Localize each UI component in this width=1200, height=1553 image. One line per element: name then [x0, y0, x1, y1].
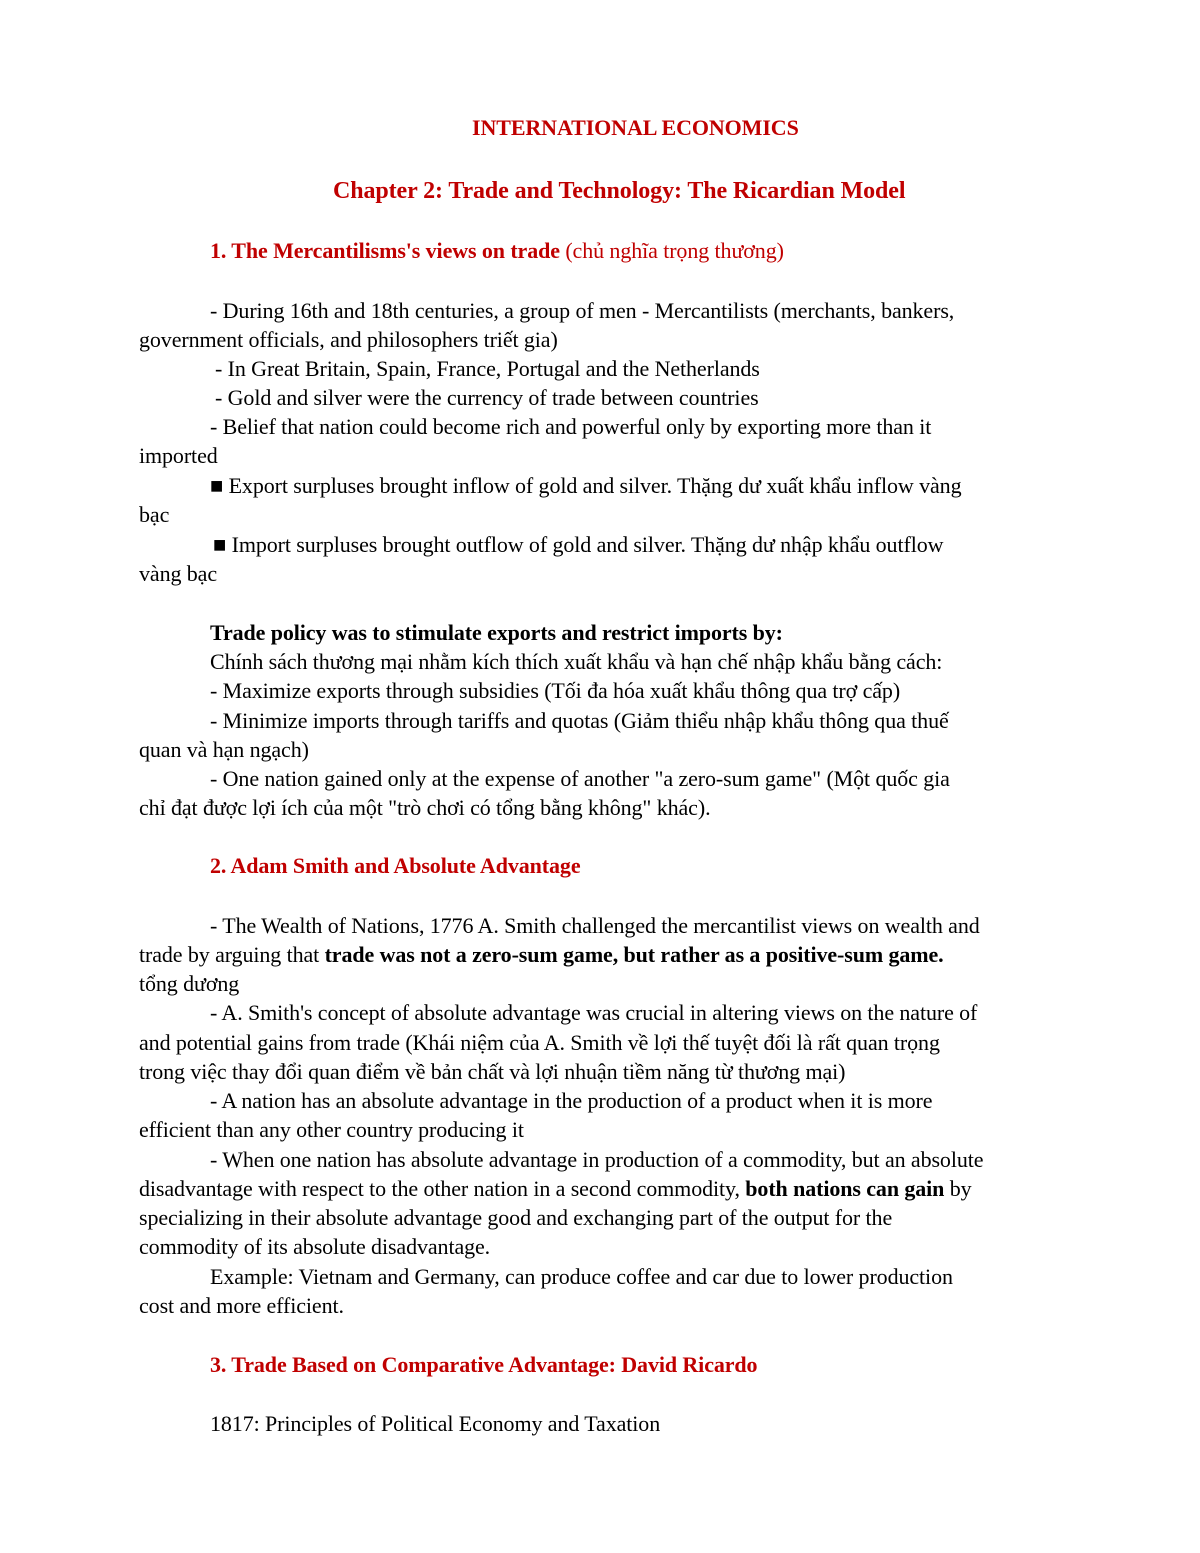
s2-paragraph-4b — [139, 1174, 972, 1203]
s2-positive-sum-emphasis: trade was not a zero-sum game, but rather as a positive-sum game. — [324, 942, 944, 967]
s2-paragraph-2c: trong việc thay đổi quan điểm về bản chất và lợi nhuận tiềm năng từ thương mại) — [139, 1059, 846, 1084]
section-2-heading: 2. Adam Smith and Absolute Advantage — [210, 853, 581, 878]
s2-paragraph-1b-text: trade by arguing that — [139, 942, 325, 967]
s1-policy-translation: Chính sách thương mại nhằm kích thích xuất khẩu và hạn chế nhập khẩu bằng cách: — [210, 649, 943, 674]
s2-example-b: cost and more efficient. — [139, 1293, 344, 1318]
s1-bullet-2b: vàng bạc — [139, 561, 217, 586]
s1-paragraph-4b: imported — [139, 443, 218, 468]
s1-paragraph-4a: - Belief that nation could become rich and powerful only by exporting more than it — [210, 414, 932, 439]
s2-paragraph-4c: specializing in their absolute advantage good and exchanging part of the output for the — [139, 1205, 893, 1230]
s1-paragraph-3: - Gold and silver were the currency of trade between countries — [215, 385, 759, 410]
s1-policy-heading: Trade policy was to stimulate exports and restrict imports by: — [210, 620, 783, 645]
s2-example-a: Example: Vietnam and Germany, can produce coffee and car due to lower production — [210, 1264, 953, 1289]
s1-policy-item-1: - Maximize exports through subsidies (Tối đa hóa xuất khẩu thông qua trợ cấp) — [210, 678, 901, 703]
s1-paragraph-2: - In Great Britain, Spain, France, Portugal and the Netherlands — [215, 356, 760, 381]
s2-paragraph-3a: - A nation has an absolute advantage in the production of a product when it is more — [210, 1088, 933, 1113]
s2-paragraph-1a: - The Wealth of Nations, 1776 A. Smith challenged the mercantilist views on wealth and — [210, 913, 980, 938]
s1-paragraph-1a: - During 16th and 18th centuries, a group of men - Mercantilists (merchants, bankers, — [210, 298, 955, 323]
s2-both-nations-emphasis: both nations can gain — [745, 1176, 945, 1201]
s2-paragraph-1b — [139, 940, 944, 969]
section-3-heading: 3. Trade Based on Comparative Advantage: David Ricardo — [210, 1352, 758, 1377]
document-title: INTERNATIONAL ECONOMICS — [472, 115, 799, 140]
section-1-heading-translation: (chủ nghĩa trọng thương) — [559, 238, 784, 263]
s2-paragraph-2b: and potential gains from trade (Khái niệm của A. Smith về lợi thế tuyệt đối là rất quan trọng — [139, 1030, 940, 1055]
s2-paragraph-4b-text: disadvantage with respect to the other nation in a second commodity, — [139, 1176, 746, 1201]
section-1-heading-bold: 1. The Mercantilisms's views on trade — [210, 238, 560, 263]
s2-paragraph-2a: - A. Smith's concept of absolute advantage was crucial in altering views on the nature of — [210, 1000, 978, 1025]
s1-policy-item-3b: chỉ đạt được lợi ích của một "trò chơi có tổng bằng không" khác). — [139, 795, 711, 820]
s1-policy-item-2a: - Minimize imports through tariffs and quotas (Giảm thiểu nhập khẩu thông qua thuế — [210, 708, 949, 733]
s1-bullet-2a: ■ Import surpluses brought outflow of gold and silver. Thặng dư nhập khẩu outflow — [213, 532, 944, 557]
s1-policy-item-2b: quan và hạn ngạch) — [139, 737, 309, 762]
s1-policy-item-3a: - One nation gained only at the expense of another "a zero-sum game" (Một quốc gia — [210, 766, 950, 791]
s2-paragraph-4d: commodity of its absolute disadvantage. — [139, 1234, 491, 1259]
s3-paragraph-1: 1817: Principles of Political Economy and Taxation — [210, 1411, 661, 1436]
chapter-title: Chapter 2: Trade and Technology: The Ricardian Model — [333, 178, 906, 204]
s2-paragraph-4b-tail: by — [944, 1176, 972, 1201]
s2-paragraph-3b: efficient than any other country producing it — [139, 1117, 524, 1142]
s2-paragraph-1c: tổng dương — [139, 971, 240, 996]
s1-bullet-1a: ■ Export surpluses brought inflow of gold and silver. Thặng dư xuất khẩu inflow vàng — [210, 473, 962, 498]
section-1-heading — [210, 236, 784, 265]
s2-paragraph-4a: - When one nation has absolute advantage in production of a commodity, but an absolute — [210, 1147, 984, 1172]
s1-paragraph-1b: government officials, and philosophers triết gia) — [139, 327, 558, 352]
s1-bullet-1b: bạc — [139, 502, 170, 527]
